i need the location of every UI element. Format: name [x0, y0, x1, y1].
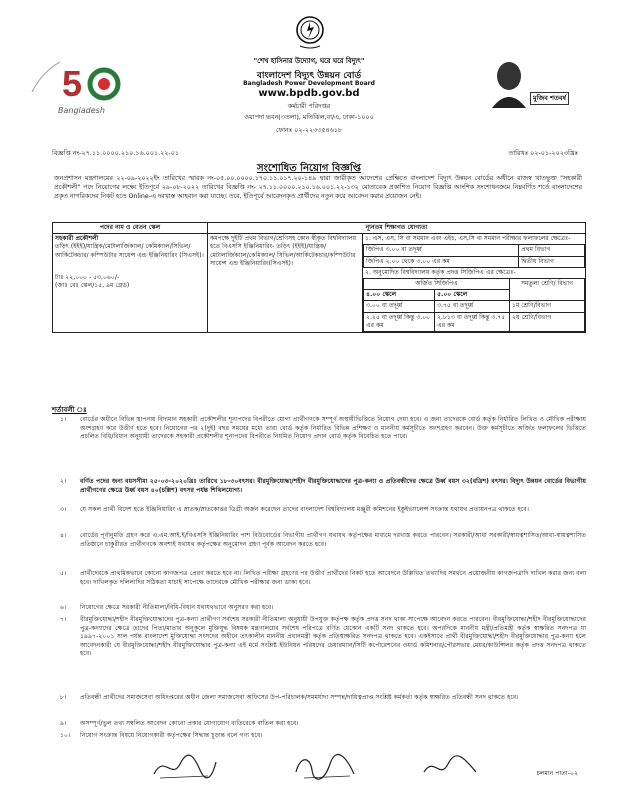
- salary: টাঃ ২২,০০০ - ৫৩,০৬০/-: [55, 273, 120, 281]
- equiv-header: সমতুল্য শ্রেণি/ বিভাগ: [510, 279, 585, 301]
- cgpa-cell: ২.৮১৩ বা তদূর্ধ্ব কিন্তু ৩.৭৫ এর কম: [435, 312, 510, 331]
- col-qual-header: ন্যূনতম শিক্ষাগত যোগ্যতা: [208, 223, 586, 234]
- continued-page: চলমান পাতা-০২: [536, 770, 578, 777]
- gpa-cell: জিপিএ ২.০০ থেকে ৩.০০ এর কম: [364, 256, 519, 267]
- bpdb-logo: [295, 14, 325, 50]
- grade: (জাঃ বেঃ স্কেল/১৫, ৯ম গ্রেড): [55, 282, 130, 290]
- qual-right: [363, 234, 586, 333]
- condition-number: ৯।: [60, 720, 67, 727]
- condition-number: ১০।: [60, 732, 71, 739]
- condition-text: নিয়োগের ক্ষেত্রে সরকারী নীতিমালা/বিধি-বিধান যথাযথভাবে অনুসরণ করা হবে।: [80, 604, 274, 611]
- condition-number: ৪।: [60, 532, 67, 539]
- post-subjects: তড়িৎ (ইইই)/যান্ত্রিক/মেটালার্জিক্যাল/ কেমিক্যাল/সিভিল/আর্কিটেকচার/ কম্পিউটার সায়েন্স এন্ড ইঞ্জিনিয়ারিং (সিএসই)।: [55, 243, 204, 259]
- phone: ফোনঃ ০২-২২৩৩৫৪৬১৮: [275, 126, 343, 134]
- condition-text: বোর্ডের পূর্বানুমতি গ্রহণ করে এ.এম.আই.ই/বিএসসি ইঞ্জিনিয়ারিং পাশ বিউবোর্ডের বিভাগীয় প্রার্থীগণ যথাযথ কর্তৃপক্ষের মাধ্যমে দরখাস্ত করতে পারবেন। সরকারী/আধা সরকারী/স্বায়ত্বশাসিত/আধা-স্বায়ত্বশাসিত প্রতিষ্ঠানে চাকুরীরত প্রার্থীগণকে অবশ্যই যথাযথ কর্তৃপক্ষের অনুমোদন গ্রহণ পূর্বক আবেদন করতে হবে।: [80, 532, 586, 548]
- qual-left: কমপক্ষে দুইটি প্রথম বিভাগ/শ্রেণিসহ কোন স্বীকৃত বিশ্ববিদ্যালয় হতে বিএসসি ইঞ্জিনিয়ারিং- তড়িৎ (ইইই)/যান্ত্রিক/মেটালার্জিক্যাল/কেমিক্যাল/ সিভিল/আর্কিটেকচার/কম্পিউটার সায়েন্স এন্ড ইঞ্জিনিয়ারিং(সিএসই)।: [208, 234, 363, 333]
- gpa-table: [363, 244, 585, 267]
- notice-title: সংশোধিত নিয়োগ বিজ্ঞপ্তি: [257, 163, 361, 174]
- post-name: সহকারী প্রকৌশলী: [55, 235, 99, 243]
- condition-number: ২।: [60, 478, 67, 485]
- qual-ssc-hsc: ১. এস, এস, সি বা সমমান এবং এইচ, এস,সি বা সমমান পরীক্ষার ফলাফলের ক্ষেত্রেঃ-: [365, 235, 571, 243]
- org-name-bn: বাংলাদেশ বিদ্যুৎ উন্নয়ন বোর্ড: [256, 71, 362, 81]
- condition-text: বোর্ডের অধীনে বিভিন্ন স্থাপনায় বিদ্যমান সহকারী প্রকৌশলীর শূন্যপদের বিপরীতে যোগ্য প্রার্থীগণকে সম্পূর্ণ অস্থায়ীভিত্তিতে নিয়োগ দেয়া হবে। এ জন্য তাদেরকে বোর্ড কর্তৃক নির্ধারিত লিখিত ও মৌখিক পরীক্ষায় অংশগ্রহণ করে উত্তীর্ণ হতে হবে। নিয়োগের পর ২(দুই) বছর সময়ের মধ্যে তারা বোর্ড কর্তৃক নির্ধারিত বিভিন্ন প্রশিক্ষণ ও মাননীয় কর্মসূচীতে অংশগ্রহণ করবেন। উক্ত কর্মসূচীতে অর্জিত ফলাফলের ভিত্তিতে প্রচলিত বিধি/বিধান অনুযায়ী তাদেরকে সহকারী প্রকৌশলীর শূন্যপদের বিপরীতে নিয়মিত নিয়োগ প্রদান বোর্ড কর্তৃক বিবেচিত হতে পারে।: [80, 416, 586, 441]
- cgpa-cell: ৩.০০ বা তদূর্ধ্ব: [364, 301, 435, 312]
- svg-text:5: 5: [62, 63, 83, 104]
- condition-number: ৩।: [60, 506, 67, 513]
- condition-text: প্রতিবন্ধী প্রার্থীদের সমাজসেবা অধিদপ্তরের অধীন জেলা সমাজসেবা অফিসের উপ-পরিচালক/সমমর্যাদা সম্পন্ন/দায়িত্বপ্রাপ্ত সংশ্লিষ্ট কর্মকর্তা কর্তৃক স্বাক্ষরিত প্রতিবন্ধী সনদ থাকতে হবে।: [80, 694, 519, 701]
- signature-1: [150, 750, 220, 784]
- condition-text: নিয়োগ সংক্রান্ত বিষয়ে নিয়োগকারী কর্তৃপক্ষের সিদ্ধান্ত চূড়ান্ত বলে গণ্য হবে।: [80, 732, 263, 739]
- condition-text: যে সকল প্রার্থী বিদেশ হতে ইঞ্জিনিয়ারিং এ স্নাতক/স্নাতকোত্তর ডিগ্রী অর্জন করেছেন তাদের বাংলাদেশ বিশ্ববিদ্যালয় মঞ্জুরী কমিশনের ইকুইভ্যালেন্স সংক্রান্ত যথাযথ প্রত্যয়নপত্র থাকতে হবে।: [80, 506, 529, 513]
- address: ওয়াপদা ভবন(৩তলা), মতিঝিল,বা/এ, ঢাকা-১০০০: [244, 113, 374, 121]
- table-row: [364, 256, 585, 267]
- department: কর্মচারী পরিদপ্তর: [287, 102, 331, 110]
- condition-number: ৭।: [60, 616, 67, 623]
- table-row: [364, 245, 585, 256]
- condition-number: ৫।: [60, 570, 67, 577]
- memo-number: বিজ্ঞপ্তি নং-২৭.১১.০০০০.২১০.১৬.০০১.২২-০১: [52, 149, 180, 157]
- gpa-cell: জিপিএ ৩.০০ বা তদূর্ধ্ব: [364, 245, 519, 256]
- cgpa-table: [363, 278, 585, 332]
- condition-text: বর্ণিত পদের জন্য বয়সসীমা ২৫-০৩-২০২০খ্রিঃ তারিখে ১৮-৩০বৎসর। বীরমুক্তিযোদ্ধা/শহীদ বীরমুক্তিযোদ্ধাদের পুত্র-কন্যা ও প্রতিবন্ধীদের ক্ষেত্রে উর্ধ্ব বয়স ৩২(বত্রিশ) বৎসর। বিদ্যুৎ উন্নয়ন বোর্ডের বিভাগীয় প্রার্থীগণের ক্ষেত্রে উর্ধ্ব বয়স ৪০(চল্লিশ) বৎসর পর্যন্ত শিথিলযোগ্য।: [80, 478, 586, 494]
- post-cell: [53, 234, 208, 333]
- cgpa-header: অর্জিত সিজিপিএ: [364, 279, 510, 290]
- equiv-cell: ১ম শ্রেণি/বিভাগ: [510, 301, 585, 312]
- condition-text: বীরমুক্তিযোদ্ধা/শহীদ বীরমুক্তিযোদ্ধাদের পুত্র-কন্যা প্রার্থীগণ সর্বশেষ সরকারী নীতিমালা অনুযায়ী উপযুক্ত কর্তৃপক্ষ কর্তৃক প্রদত্ত সনদ থাকা সাপেক্ষে আবেদন করতে পারবেন। বীরমুক্তিযোদ্ধা/শহীদ বীরমুক্তিযোদ্ধাদের পুত্র-কন্যাদের ক্ষেত্রে তাদের পিতা/মাতার অনুকূলে মুক্তিযুদ্ধ বিষয়ক মন্ত্রণালয়ের সর্বশেষ পরিপত্রে বর্ণিত যেকোন একটি সনদ থাকতে হবে। অপরদিকে মাননীয় মন্ত্রী/প্রতিমন্ত্রী কর্তৃক স্বাক্ষরিত সনদপত্র যা ১৯৯৭-২০০১ সাল পর্যন্ত বাংলাদেশ মুক্তিযোদ্ধা সংসদের অধীনে তৎকালীন মাননীয় প্রধানমন্ত্রী কর্তৃক প্রতিস্বাক্ষরিত সনদপত্র থাকতে হবে। একইসাথে প্রার্থী বীরমুক্তিযোদ্ধা/শহীদ বীরমুক্তিযোদ্ধার পুত্র-কন্যা হলে আবেদনকারী যে বীরমুক্তিযোদ্ধা/শহীদ বীরমুক্তিযোদ্ধার পুত্র-কন্যা এই মর্মে সংশ্লিষ্ট ইউনিয়ন পরিষদের চেয়ারম্যান/সিটি কর্পোরেশনের ওয়ার্ড কমিশনার/পৌরসভার মেয়র/কাউন্সিলর কর্তৃক প্রদত্ত সনদপত্র থাকতে হবে।: [80, 616, 587, 658]
- qual-cgpa: ২. অনুমোদিত বিশ্ববিদ্যালয় কর্তৃক প্রদত্ত সিজিপিএ এর ক্ষেত্রেঃ-: [365, 268, 516, 276]
- table-row: [364, 301, 585, 312]
- cgpa-cell: ৩.৭৫ বা তদূর্ধ্ব: [435, 301, 510, 312]
- date: তারিখঃ ০২-০১-২০২৩খ্রিঃ: [508, 149, 578, 157]
- website: www.bpdb.gov.bd: [258, 88, 360, 99]
- condition-number: ৬।: [60, 604, 67, 611]
- post-table: [52, 222, 586, 333]
- equiv-cell: ২য় শ্রেণি/বিভাগ: [510, 312, 585, 331]
- condition-text: অসম্পূর্ণ/ভুল তথ্য সম্বলিত আবেদন কোনো প্রকার যোগাযোগ ব্যতিরেকে বাতিল করা হবে।: [80, 720, 299, 727]
- table-row: [364, 312, 585, 331]
- scale-4: ৪.০০ স্কেলে: [364, 290, 435, 301]
- div-cell: প্রথম বিভাগ: [519, 245, 585, 256]
- cgpa-cell: ২.২৫ বা তদূর্ধ্ব কিন্তু ৩.০০ এর কম: [364, 312, 435, 331]
- table-row: [364, 279, 585, 290]
- mujib-portrait: [486, 56, 532, 108]
- conditions-title: শর্তাবলী ঃ: [52, 406, 87, 414]
- signature-3: [420, 754, 480, 784]
- mujib-logo-text: মুজিব শতবর্ষ: [530, 92, 569, 105]
- scale-5: ৫.০০ স্কেলে: [435, 290, 510, 301]
- signature-2: [290, 752, 360, 786]
- intro-paragraph: জনপ্রশাসন মন্ত্রণালয়ের ২২-০৯-২০২২ইং তারিখের স্মারক নং-০৫.০০.০০০০.১৭০.১১.০১৭.২০-১৪৯ দ্বারা জারীকৃত আদেশের প্রেক্ষিতে বাংলাদেশ বিদ্যুৎ উন্নয়ন বোর্ডের অধীনে রাজস্ব খাতভুক্ত "সহকারী প্রকৌশলী" পদে নিয়োগের লক্ষ্যে ইতিপূর্বে ২৯-০৮-২০২২ তারিখের বিজ্ঞপ্তি নং- ২৭.১১.০০০০.২১০.১৬.০০১.২২-১৩২ মোতাবেক প্রকাশিত নিয়োগ বিজ্ঞপ্তি আংশিক সংশোধনক্রমে নিম্নবর্ণিত শর্তে বাংলাদেশের প্রকৃত নাগরিকদের নিকট হতে Online-এ দরখাস্ত আহবান করা যাচ্ছে। তবে, ইতিপূর্বে আবেদনকৃত প্রার্থীদের নতুন করে আবেদন করার প্রয়োজন নেই।: [54, 175, 582, 200]
- col-post-header: পদের নাম ও বেতন স্কেল: [53, 223, 208, 234]
- slogan: "শেখ হাসিনার উদ্যোগ, ঘরে ঘরে বিদ্যুৎ": [253, 57, 365, 65]
- org-name-en: Bangladesh Power Development Board: [243, 80, 375, 87]
- condition-text: প্রার্থীদেরকে প্রাথমিকভাবে কোনো কাগজপত্র প্রেরণ করতে হবে না। লিখিত পরীক্ষা গ্রহণের পর উত্তীর্ণ প্রার্থীদের নিকট হতে আবেদনে উল্লিখিত তথ্যাদির সমর্থনে প্রয়োজনীয় কাগজপত্রাদি দাখিল করার জন্য বলা হবে। দাখিলকৃত দলিলাদির সঠিকতা যাচাই সাপেক্ষে তাদেরকে মৌখিক পরীক্ষার জন্য ডাকা হবে।: [80, 570, 586, 586]
- condition-number: ৮।: [60, 694, 67, 701]
- condition-number: ১।: [60, 416, 67, 423]
- div-cell: দ্বিতীয় বিভাগ: [519, 256, 585, 267]
- logo-left-text: Bangladesh: [58, 106, 105, 115]
